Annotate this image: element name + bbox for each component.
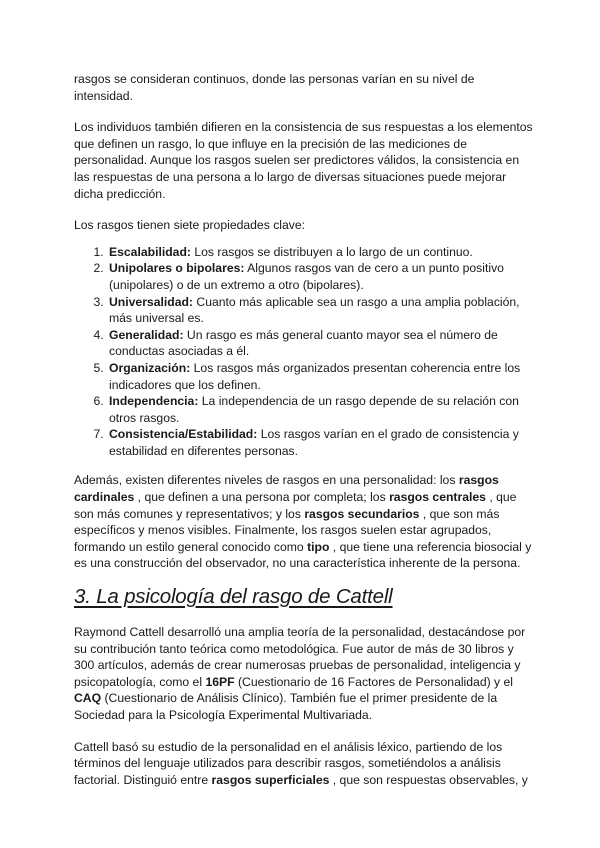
term-secondary-traits: rasgos secundarios: [304, 506, 420, 521]
section-heading: 3. La psicología del rasgo de Cattell: [74, 585, 393, 609]
property-description: Algunos rasgos van de cero a un punto positivo (unipolares) o de un extremo a otro (bipolares).: [109, 261, 504, 292]
paragraph-cattell-bio: [74, 624, 534, 724]
text-run: , que son más comunes y representativos; y los: [74, 490, 517, 521]
paragraph-properties-intro: Los rasgos tienen siete propiedades clave:: [74, 218, 306, 233]
property-description: Los rasgos se distribuyen a lo largo de un continuo.: [190, 244, 473, 259]
text-run: Cattell basó su estudio de la personalidad en el análisis léxico, partiendo de los términos del lenguaje utilizados para describir rasgos, sometiéndolos a análisis factorial. Distinguió entre: [74, 739, 503, 787]
property-term: Independencia:: [109, 394, 199, 409]
property-description: Un rasgo es más general cuanto mayor sea el número de conductas asociadas a él.: [109, 327, 498, 359]
document-body: [74, 71, 534, 788]
list-item: [107, 426, 534, 459]
term-cardinal-traits: rasgos cardinales: [74, 473, 499, 505]
text-run: , que son respuestas observables, y: [329, 772, 528, 787]
paragraph-lexical-analysis: [74, 739, 534, 789]
list-item: [107, 393, 534, 426]
text-run: (Cuestionario de Análisis Clínico). También fue el primer presidente de la Sociedad para la Psicología Experimental Multivariada.: [74, 691, 498, 722]
text-run: , que tiene una referencia biosocial y es una construcción del observador, no una característica inherente de la persona.: [74, 539, 532, 571]
property-description: Cuanto más aplicable sea un rasgo a una amplia población, más universal es.: [109, 294, 520, 326]
list-item: [107, 327, 534, 360]
text-run: Además, existen diferentes niveles de rasgos en una personalidad: los: [74, 473, 459, 488]
property-term: Universalidad:: [109, 294, 193, 309]
paragraph-trait-levels: [74, 472, 534, 572]
property-term: Unipolares o bipolares:: [109, 261, 245, 276]
list-item: [107, 360, 534, 393]
term-surface-traits: rasgos superficiales: [211, 772, 330, 787]
term-16pf: 16PF: [205, 674, 235, 689]
property-term: Organización:: [109, 360, 191, 375]
term-central-traits: rasgos centrales: [389, 490, 486, 505]
list-item: [107, 260, 534, 293]
paragraph-consistency: Los individuos también difieren en la consistencia de sus respuestas a los elementos que definen un rasgo, lo que influye en la precisión de las mediciones de personalidad. Aunque los rasgos suelen ser predictores válidos, la consistencia en las respuestas de una persona a lo largo de diversas situaciones puede mejorar dicha predicción.: [74, 120, 533, 201]
list-item: [107, 244, 534, 261]
text-run: , que son más específicos y menos visibles. Finalmente, los rasgos suelen estar agrupados, formando un estilo general conocido como: [74, 506, 500, 554]
property-term: Escalabilidad:: [109, 244, 191, 259]
text-run: Raymond Cattell desarrolló una amplia teoría de la personalidad, destacándose por su contribución tanto teórica como metodológica. Fue autor de más de 30 libros y 300 artículos, además de crear numerosas pruebas de personalidad, inteligencia y psicopatología, como el: [74, 625, 526, 689]
term-caq: CAQ: [74, 691, 102, 706]
term-type: tipo: [307, 539, 330, 554]
property-description: Los rasgos varían en el grado de consistencia y estabilidad en diferentes personas.: [109, 427, 519, 458]
text-run: , que definen a una persona por completa; los: [134, 490, 390, 505]
property-term: Generalidad:: [109, 327, 184, 342]
property-description: La independencia de un rasgo depende de su relación con otros rasgos.: [109, 394, 519, 425]
properties-list: [74, 244, 534, 460]
property-description: Los rasgos más organizados presentan coherencia entre los indicadores que los definen.: [109, 360, 521, 392]
property-term: Consistencia/Estabilidad:: [109, 427, 258, 442]
list-item: [107, 294, 534, 327]
text-run: (Cuestionario de 16 Factores de Personalidad) y el: [234, 674, 514, 689]
paragraph-continuous-traits: rasgos se consideran continuos, donde las personas varían en su nivel de intensidad.: [74, 72, 475, 103]
